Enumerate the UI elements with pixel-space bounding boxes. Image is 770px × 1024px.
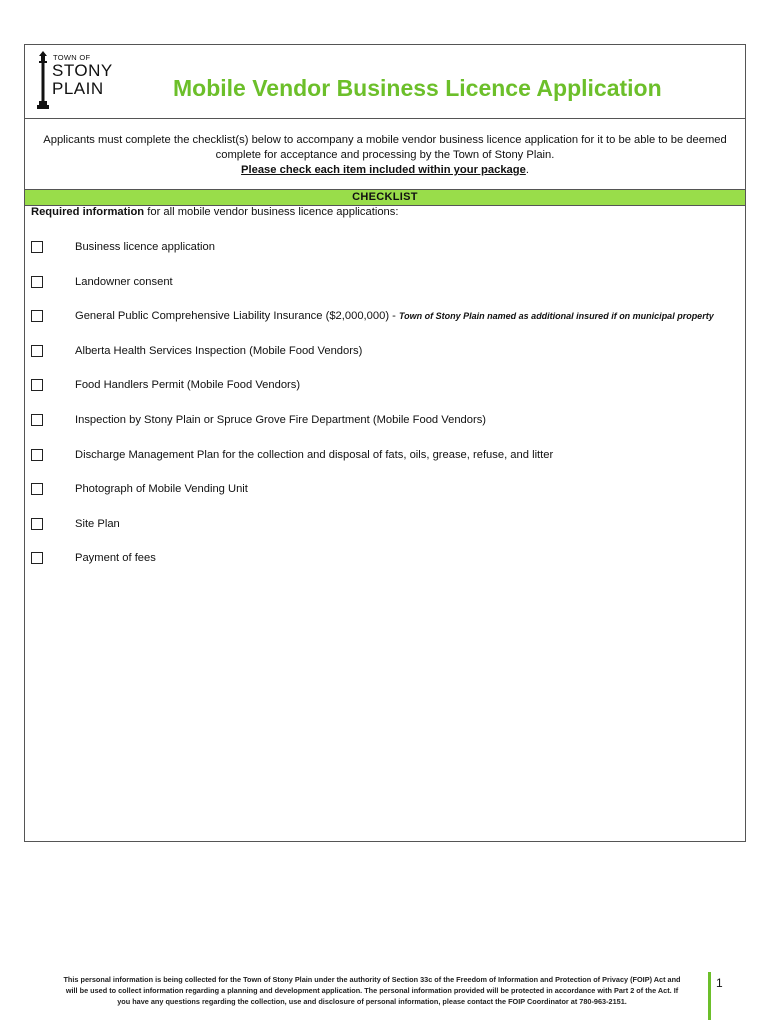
town-logo	[33, 51, 113, 113]
intro-text	[25, 133, 745, 178]
checklist-item-label	[75, 414, 486, 426]
intro-period: .	[525, 164, 529, 176]
checklist-item-text: Photograph of Mobile Vending Unit	[75, 483, 248, 496]
form-frame	[24, 44, 746, 842]
checkbox[interactable]	[31, 379, 43, 391]
checklist-item-label	[75, 518, 120, 530]
checkbox[interactable]	[31, 552, 43, 564]
checklist-item-text: Alberta Health Services Inspection (Mobile Food Vendors)	[75, 344, 363, 357]
checklist-item	[31, 308, 714, 324]
checklist-item	[31, 377, 301, 393]
checklist-item	[31, 550, 156, 566]
checkbox[interactable]	[31, 241, 43, 253]
checklist-item-label	[75, 241, 215, 253]
foip-notice	[40, 974, 704, 1007]
checkbox[interactable]	[31, 449, 43, 461]
page-title: Mobile Vendor Business Licence Application	[173, 75, 662, 101]
checkbox[interactable]	[31, 483, 43, 495]
checklist-item	[31, 412, 487, 428]
form-header	[25, 45, 745, 119]
checkbox[interactable]	[31, 310, 43, 322]
checklist-item-text: General Public Comprehensive Liability Insurance ($2,000,000) -	[75, 310, 399, 323]
checklist-item-label	[75, 310, 714, 322]
required-bold: Required information	[31, 206, 145, 218]
checkbox[interactable]	[31, 414, 43, 426]
checklist-item-note: Town of Stony Plain named as additional insured if on municipal property	[399, 311, 714, 322]
page-accent-bar	[708, 972, 711, 1020]
checklist-item-label	[75, 379, 300, 391]
foip-line-3: you have any questions regarding the collection, use and disclosure of personal information, please contact the FOIP Coordinator at 780-963-2151.	[117, 997, 627, 1006]
intro-line-3	[25, 163, 745, 178]
checklist-item	[31, 343, 363, 359]
logo-plain: PLAIN	[52, 79, 104, 98]
checklist-item-text: Inspection by Stony Plain or Spruce Grove Fire Department (Mobile Food Vendors)	[75, 414, 487, 426]
required-info-line	[31, 206, 398, 218]
intro-line-1: Applicants must complete the checklist(s) below to accompany a mobile vendor business licence application for it to be able to be deemed	[43, 134, 727, 146]
intro-emphasis: Please check each item included within your package	[241, 164, 526, 176]
checklist-item-label	[75, 449, 553, 461]
foip-line-1: This personal information is being collected for the Town of Stony Plain under the authority of Section 33c of the Freedom of Information and Protection of Privacy (FOIP) Act and	[63, 975, 681, 984]
required-rest: for all mobile vendor business licence applications:	[144, 206, 399, 218]
page-number: 1	[716, 976, 723, 990]
checklist-item	[31, 447, 554, 463]
checklist-item-label	[75, 552, 156, 564]
checklist-item	[31, 516, 120, 532]
checkbox[interactable]	[31, 345, 43, 357]
checklist-item-label	[75, 345, 362, 357]
logo-town-of: TOWN OF	[53, 53, 91, 62]
checklist-item	[31, 274, 173, 290]
checklist-item-text: Site Plan	[75, 517, 120, 530]
intro-line-2: complete for acceptance and processing by the Town of Stony Plain.	[215, 149, 555, 161]
checklist-item	[31, 239, 215, 255]
checklist-item-text: Discharge Management Plan for the collection and disposal of fats, oils, grease, refuse, and litter	[75, 448, 554, 461]
logo-stony: STONY	[52, 61, 113, 80]
checklist-item-text: Landowner consent	[75, 275, 173, 288]
checklist-item-text: Food Handlers Permit (Mobile Food Vendors)	[75, 379, 301, 392]
lamp-post-icon	[33, 51, 53, 113]
foip-line-2: will be used to collect information regarding a planning and development application. The personal information provided will be protected in accordance with Part 2 of the Act. If	[65, 986, 679, 995]
checklist-item-label	[75, 276, 173, 288]
checklist-item	[31, 481, 248, 497]
checklist-item-text: Payment of fees	[75, 552, 156, 565]
checklist-item-text: Business licence application	[75, 241, 215, 253]
checklist-item-label	[75, 483, 248, 495]
checklist-heading: CHECKLIST	[25, 189, 745, 206]
checkbox[interactable]	[31, 518, 43, 530]
checkbox[interactable]	[31, 276, 43, 288]
